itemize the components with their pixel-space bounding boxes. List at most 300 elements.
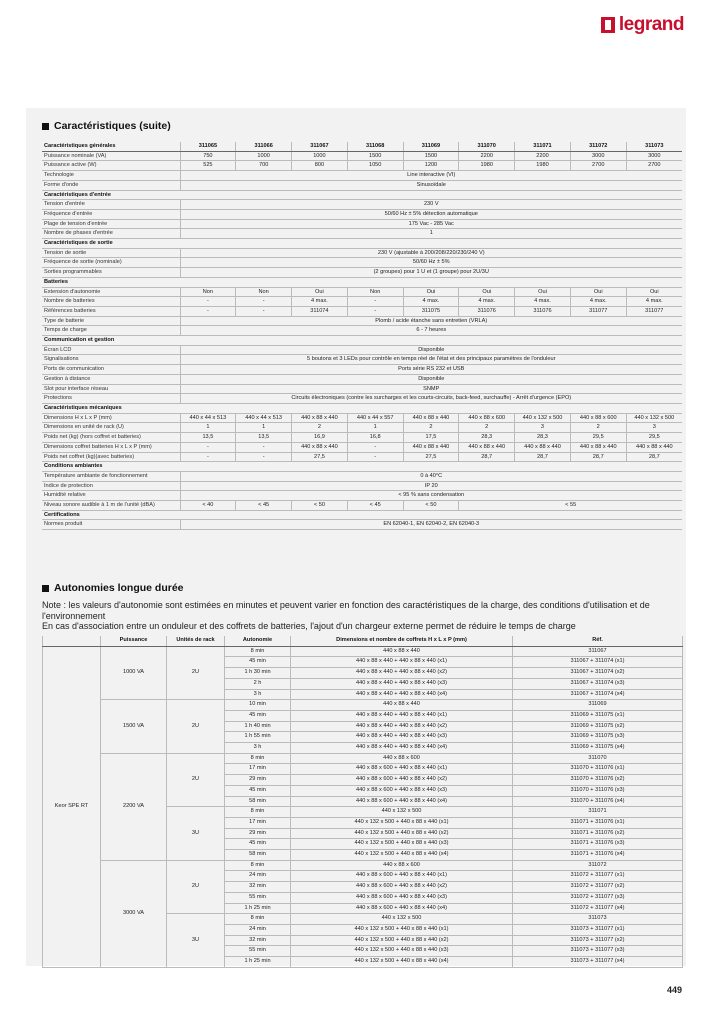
autonomy-cell: 1 h 30 min — [225, 668, 291, 679]
specs-row-label: Tension d'entrée — [42, 200, 180, 210]
reference-cell: 311069 + 311075 (x4) — [513, 743, 683, 754]
autonomy-row — [43, 700, 683, 711]
specs-row-label: Humidité relative — [42, 491, 180, 501]
specs-value: < 40 — [180, 501, 236, 511]
specs-value: 27,5 — [403, 452, 459, 462]
specs-group-row — [42, 190, 682, 200]
specs-row — [42, 413, 682, 423]
autonomy-cell: 58 min — [225, 850, 291, 861]
specs-header-row — [42, 142, 682, 151]
dimensions-cell: 440 x 88 x 440 + 440 x 88 x 440 (x2) — [291, 668, 513, 679]
specs-value: 311077 — [626, 306, 682, 316]
autonomies-table — [42, 636, 683, 968]
specs-value: 175 Vac - 285 Vac — [180, 219, 682, 229]
reference-cell: 311071 + 311076 (x2) — [513, 828, 683, 839]
reference-cell: 311070 — [513, 753, 683, 764]
autonomy-cell: 45 min — [225, 785, 291, 796]
specs-row-label: Poids net (kg) (hors coffret et batteries) — [42, 433, 180, 443]
specs-value: 2 — [292, 423, 348, 433]
specs-row — [42, 471, 682, 481]
power-cell: 2200 VA — [101, 753, 167, 860]
specs-header-ref: 311066 — [236, 142, 292, 151]
specs-header-ref: 311069 — [403, 142, 459, 151]
page-number: 449 — [666, 985, 682, 995]
specs-group-row — [42, 510, 682, 520]
reference-cell: 311069 — [513, 700, 683, 711]
reference-cell: 311072 + 311077 (x3) — [513, 892, 683, 903]
specs-value: 16,9 — [292, 433, 348, 443]
specs-value: < 50 — [292, 501, 348, 511]
specs-row — [42, 306, 682, 316]
specs-value: 4 max. — [292, 297, 348, 307]
specs-row-label: Dimensions coffret batteries H x L x P (mm) — [42, 442, 180, 452]
specs-row-label: Protections — [42, 394, 180, 404]
rack-units-cell: 2U — [167, 860, 225, 914]
reference-cell: 311069 + 311075 (x2) — [513, 721, 683, 732]
specs-row-label: Sorties programmables — [42, 268, 180, 278]
reference-cell: 311070 + 311076 (x2) — [513, 775, 683, 786]
specs-row — [42, 161, 682, 171]
specs-value: - — [347, 297, 403, 307]
specs-row-label: Plage de tension d'entrée — [42, 219, 180, 229]
specs-value: 440 x 44 x 513 — [180, 413, 236, 423]
specs-group-label: Certifications — [42, 510, 682, 520]
reference-cell: 311067 + 311074 (x1) — [513, 657, 683, 668]
autonomy-cell: 2 h — [225, 678, 291, 689]
specs-row-label: Ports de communication — [42, 365, 180, 375]
autonomies-title-text: Autonomies longue durée — [54, 582, 184, 594]
reference-cell: 311073 — [513, 914, 683, 925]
specs-row — [42, 423, 682, 433]
autonomy-cell: 1 h 40 min — [225, 721, 291, 732]
specs-header-ref: 311065 — [180, 142, 236, 151]
specs-value: Oui — [403, 287, 459, 297]
specs-header-ref: 311070 — [459, 142, 515, 151]
specs-value: SNMP — [180, 384, 682, 394]
specs-value: 440 x 88 x 600 — [570, 413, 626, 423]
specs-value: 2200 — [515, 151, 571, 161]
specs-value: 1500 — [347, 151, 403, 161]
autonomy-cell: 45 min — [225, 839, 291, 850]
reference-cell: 311071 + 311076 (x1) — [513, 817, 683, 828]
specs-row — [42, 209, 682, 219]
specs-value: 440 x 88 x 440 — [403, 442, 459, 452]
specs-value: < 95 % sans condensation — [180, 491, 682, 501]
specs-row — [42, 384, 682, 394]
autonomy-header-cell — [43, 636, 101, 646]
specs-row-label: Puissance nominale (VA) — [42, 151, 180, 161]
specs-value: 440 x 132 x 500 — [515, 413, 571, 423]
specs-value: 230 V (ajustable à 200/208/220/230/240 V) — [180, 248, 682, 258]
dimensions-cell: 440 x 88 x 600 + 440 x 88 x 440 (x3) — [291, 892, 513, 903]
specs-row-label: Références batteries — [42, 306, 180, 316]
specs-value: 311074 — [292, 306, 348, 316]
specs-value: 800 — [292, 161, 348, 171]
reference-cell: 311072 — [513, 860, 683, 871]
specs-value: 29,5 — [626, 433, 682, 443]
reference-cell: 311067 — [513, 646, 683, 657]
specs-header-ref: 311067 — [292, 142, 348, 151]
specs-value: 13,5 — [236, 433, 292, 443]
specs-row — [42, 452, 682, 462]
specs-value: 4 max. — [626, 297, 682, 307]
specs-row — [42, 374, 682, 384]
dimensions-cell: 440 x 88 x 600 — [291, 860, 513, 871]
specs-row — [42, 501, 682, 511]
autonomy-cell: 24 min — [225, 871, 291, 882]
reference-cell: 311072 + 311077 (x4) — [513, 903, 683, 914]
legrand-logo-icon — [601, 17, 615, 33]
autonomy-cell: 58 min — [225, 796, 291, 807]
specs-value: 0 à 40°C — [180, 471, 682, 481]
specs-group-label: Caractéristiques de sortie — [42, 239, 682, 249]
autonomy-cell: 32 min — [225, 882, 291, 893]
specs-value: - — [236, 297, 292, 307]
specs-value: Non — [347, 287, 403, 297]
specs-value: Oui — [459, 287, 515, 297]
specs-row — [42, 151, 682, 161]
specs-row-label: Fréquence de sortie (nominale) — [42, 258, 180, 268]
dimensions-cell: 440 x 88 x 600 + 440 x 88 x 440 (x4) — [291, 903, 513, 914]
dimensions-cell: 440 x 88 x 600 + 440 x 88 x 440 (x3) — [291, 785, 513, 796]
specs-value: Plomb / acide étanche sans entretien (VRLA) — [180, 316, 682, 326]
specs-value: 1 — [180, 229, 682, 239]
specs-header-label: Caractéristiques générales — [42, 142, 180, 151]
dimensions-cell: 440 x 132 x 500 + 440 x 88 x 440 (x4) — [291, 957, 513, 968]
specs-group-label: Communication et gestion — [42, 336, 682, 346]
specs-value: Oui — [292, 287, 348, 297]
rack-units-cell: 2U — [167, 700, 225, 754]
specs-value: 440 x 88 x 440 — [459, 442, 515, 452]
dimensions-cell: 440 x 88 x 440 + 440 x 88 x 440 (x1) — [291, 710, 513, 721]
specs-row — [42, 258, 682, 268]
specs-value: - — [236, 306, 292, 316]
specs-value: 440 x 88 x 440 — [292, 442, 348, 452]
dimensions-cell: 440 x 132 x 500 + 440 x 88 x 440 (x2) — [291, 935, 513, 946]
specs-row-label: Tension de sortie — [42, 248, 180, 258]
specs-value: 440 x 44 x 557 — [347, 413, 403, 423]
dimensions-cell: 440 x 88 x 440 + 440 x 88 x 440 (x4) — [291, 689, 513, 700]
dimensions-cell: 440 x 88 x 440 + 440 x 88 x 440 (x3) — [291, 732, 513, 743]
dimensions-cell: 440 x 88 x 440 + 440 x 88 x 440 (x4) — [291, 743, 513, 754]
specs-row-label: Nombre de phases d'entrée — [42, 229, 180, 239]
specs-row-label: Écran LCD — [42, 345, 180, 355]
specs-value: 1980 — [515, 161, 571, 171]
specs-value: 750 — [180, 151, 236, 161]
specs-row — [42, 248, 682, 258]
autonomy-cell: 3 h — [225, 743, 291, 754]
reference-cell: 311072 + 311077 (x1) — [513, 871, 683, 882]
specs-value: 29,5 — [570, 433, 626, 443]
specs-value: 1500 — [403, 151, 459, 161]
specs-row-label: Dimensions en unité de rack (U) — [42, 423, 180, 433]
specs-value: 3000 — [570, 151, 626, 161]
specs-value: 440 x 88 x 600 — [459, 413, 515, 423]
note-line: Note : les valeurs d'autonomie sont estimées en minutes et peuvent varier en fonction des caractéristiques de la charge, des conditions d'utilisation et de l'environnement — [42, 600, 650, 621]
autonomy-cell: 10 min — [225, 700, 291, 711]
specs-value: 3 — [626, 423, 682, 433]
specs-value: 440 x 132 x 500 — [626, 413, 682, 423]
autonomy-cell: 17 min — [225, 764, 291, 775]
specs-row — [42, 355, 682, 365]
specs-group-row — [42, 403, 682, 413]
specs-value: 3 — [515, 423, 571, 433]
dimensions-cell: 440 x 88 x 600 + 440 x 88 x 440 (x4) — [291, 796, 513, 807]
dimensions-cell: 440 x 88 x 440 — [291, 646, 513, 657]
specs-value: 525 — [180, 161, 236, 171]
specs-group-row — [42, 239, 682, 249]
specs-value: 2200 — [459, 151, 515, 161]
specs-value: 2 — [570, 423, 626, 433]
specs-value: 1200 — [403, 161, 459, 171]
autonomy-header-cell: Puissance — [101, 636, 167, 646]
specs-row — [42, 345, 682, 355]
specs-value: 440 x 88 x 440 — [403, 413, 459, 423]
specs-value: Non — [180, 287, 236, 297]
autonomy-cell: 1 h 25 min — [225, 903, 291, 914]
specs-value: 50/60 Hz ± 5% — [180, 258, 682, 268]
specs-value: 311077 — [570, 306, 626, 316]
autonomy-cell: 29 min — [225, 828, 291, 839]
reference-cell: 311073 + 311077 (x2) — [513, 935, 683, 946]
specs-value: IP 20 — [180, 481, 682, 491]
specs-value: 440 x 88 x 440 — [292, 413, 348, 423]
specs-value: 1 — [180, 423, 236, 433]
specs-value: Oui — [570, 287, 626, 297]
specs-value: 440 x 88 x 440 — [570, 442, 626, 452]
autonomy-cell: 45 min — [225, 710, 291, 721]
autonomy-cell: 8 min — [225, 753, 291, 764]
specs-value: - — [180, 297, 236, 307]
specs-group-label: Caractéristiques mécaniques — [42, 403, 682, 413]
specs-value: 1000 — [292, 151, 348, 161]
specs-value: - — [347, 442, 403, 452]
dimensions-cell: 440 x 88 x 440 — [291, 700, 513, 711]
specs-row-label: Indice de protection — [42, 481, 180, 491]
specs-value: Line interactive (VI) — [180, 171, 682, 181]
specs-value: 440 x 88 x 440 — [515, 442, 571, 452]
autonomy-cell: 55 min — [225, 892, 291, 903]
specs-value: 28,3 — [515, 433, 571, 443]
specs-row-label: Puissance active (W) — [42, 161, 180, 171]
note-line: En cas d'association entre un onduleur et des coffrets de batteries, l'ajout d'un chargeur externe permet de réduire le temps de charge — [42, 621, 576, 631]
autonomy-header-cell: Dimensions et nombre de coffrets H x L x P (mm) — [291, 636, 513, 646]
specs-value: 4 max. — [403, 297, 459, 307]
reference-cell: 311071 + 311076 (x3) — [513, 839, 683, 850]
dimensions-cell: 440 x 132 x 500 — [291, 914, 513, 925]
reference-cell: 311073 + 311077 (x3) — [513, 946, 683, 957]
specs-title-text: Caractéristiques (suite) — [54, 120, 171, 132]
autonomy-cell: 24 min — [225, 924, 291, 935]
specs-row — [42, 219, 682, 229]
specs-value: < 50 — [403, 501, 459, 511]
specs-value: Disponible — [180, 345, 682, 355]
specs-row-label: Normes produit — [42, 520, 180, 530]
specs-value: Oui — [515, 287, 571, 297]
specs-row — [42, 287, 682, 297]
specs-value: < 45 — [347, 501, 403, 511]
specs-row — [42, 326, 682, 336]
autonomy-cell: 1 h 25 min — [225, 957, 291, 968]
specs-value: 1 — [347, 423, 403, 433]
reference-cell: 311073 + 311077 (x4) — [513, 957, 683, 968]
specs-row-label: Slot pour interface réseau — [42, 384, 180, 394]
specs-row — [42, 180, 682, 190]
specs-value: 4 max. — [570, 297, 626, 307]
square-bullet-icon — [42, 585, 49, 592]
reference-cell: 311070 + 311076 (x3) — [513, 785, 683, 796]
autonomies-note — [42, 600, 682, 632]
specs-row-label: Niveau sonore audible à 1 m de l'unité (dBA) — [42, 501, 180, 511]
specs-value: 1000 — [236, 151, 292, 161]
dimensions-cell: 440 x 88 x 440 + 440 x 88 x 440 (x2) — [291, 721, 513, 732]
reference-cell: 311069 + 311075 (x3) — [513, 732, 683, 743]
rack-units-cell: 2U — [167, 646, 225, 700]
specs-value: - — [236, 452, 292, 462]
reference-cell: 311072 + 311077 (x2) — [513, 882, 683, 893]
specs-row — [42, 297, 682, 307]
dimensions-cell: 440 x 132 x 500 — [291, 807, 513, 818]
autonomy-cell: 8 min — [225, 914, 291, 925]
specs-row — [42, 481, 682, 491]
dimensions-cell: 440 x 132 x 500 + 440 x 88 x 440 (x1) — [291, 817, 513, 828]
autonomy-header-cell: Autonomie — [225, 636, 291, 646]
reference-cell: 311070 + 311076 (x4) — [513, 796, 683, 807]
specs-value: 28,7 — [570, 452, 626, 462]
reference-cell: 311070 + 311076 (x1) — [513, 764, 683, 775]
specs-section-title — [42, 120, 171, 132]
specs-header-ref: 311068 — [347, 142, 403, 151]
dimensions-cell: 440 x 88 x 600 + 440 x 88 x 440 (x2) — [291, 882, 513, 893]
autonomy-cell: 55 min — [225, 946, 291, 957]
specs-row — [42, 433, 682, 443]
autonomy-cell: 17 min — [225, 817, 291, 828]
specs-row-label: Signalisations — [42, 355, 180, 365]
autonomy-cell: 1 h 55 min — [225, 732, 291, 743]
specs-row — [42, 171, 682, 181]
product-name-cell: Keor SPE RT — [43, 646, 101, 967]
specs-group-row — [42, 462, 682, 472]
autonomy-row — [43, 646, 683, 657]
specs-row-label: Extension d'autonomie — [42, 287, 180, 297]
specs-value: Disponible — [180, 374, 682, 384]
specs-value: - — [180, 442, 236, 452]
reference-cell: 311071 + 311076 (x4) — [513, 850, 683, 861]
specs-value: Circuits électroniques (contre les surcharges et les courts-circuits, back-feed, surchauffe) - Arrêt d'urgence (EPO) — [180, 394, 682, 404]
reference-cell: 311073 + 311077 (x1) — [513, 924, 683, 935]
specs-group-label: Conditions ambiantes — [42, 462, 682, 472]
power-cell: 3000 VA — [101, 860, 167, 967]
specs-row — [42, 365, 682, 375]
dimensions-cell: 440 x 88 x 440 + 440 x 88 x 440 (x3) — [291, 678, 513, 689]
specs-row-label: Dimensions H x L x P (mm) — [42, 413, 180, 423]
autonomy-cell: 8 min — [225, 860, 291, 871]
specs-row — [42, 316, 682, 326]
reference-cell: 311067 + 311074 (x2) — [513, 668, 683, 679]
specs-row — [42, 200, 682, 210]
dimensions-cell: 440 x 132 x 500 + 440 x 88 x 440 (x2) — [291, 828, 513, 839]
specs-value: - — [347, 306, 403, 316]
power-cell: 1000 VA — [101, 646, 167, 700]
reference-cell: 311067 + 311074 (x4) — [513, 689, 683, 700]
specs-group-row — [42, 336, 682, 346]
specs-value: 440 x 44 x 513 — [236, 413, 292, 423]
autonomies-section-title — [42, 582, 184, 594]
dimensions-cell: 440 x 132 x 500 + 440 x 88 x 440 (x3) — [291, 839, 513, 850]
specs-row-label: Nombre de batteries — [42, 297, 180, 307]
autonomy-cell: 3 h — [225, 689, 291, 700]
specs-value: - — [180, 306, 236, 316]
specs-value: 2 — [459, 423, 515, 433]
specs-row-label: Technologie — [42, 171, 180, 181]
specs-value: Oui — [626, 287, 682, 297]
specs-value: < 55 — [459, 501, 682, 511]
dimensions-cell: 440 x 88 x 600 + 440 x 88 x 440 (x1) — [291, 764, 513, 775]
specs-value: 13,5 — [180, 433, 236, 443]
specs-value: 311076 — [459, 306, 515, 316]
specs-value: - — [347, 452, 403, 462]
reference-cell: 311069 + 311075 (x1) — [513, 710, 683, 721]
specs-value: 27,5 — [292, 452, 348, 462]
specifications-table — [42, 142, 682, 530]
specs-value: < 45 — [236, 501, 292, 511]
rack-units-cell: 3U — [167, 914, 225, 968]
specs-value: 1 — [236, 423, 292, 433]
specs-value: - — [236, 442, 292, 452]
specs-row — [42, 229, 682, 239]
rack-units-cell: 3U — [167, 807, 225, 861]
specs-row-label: Type de batterie — [42, 316, 180, 326]
specs-value: 50/60 Hz ± 5% détection automatique — [180, 209, 682, 219]
specs-value: 28,7 — [626, 452, 682, 462]
dimensions-cell: 440 x 132 x 500 + 440 x 88 x 440 (x1) — [291, 924, 513, 935]
autonomy-cell: 45 min — [225, 657, 291, 668]
specs-value: 2 — [403, 423, 459, 433]
specs-value: 230 V — [180, 200, 682, 210]
specs-value: 5 boutons et 3 LEDs pour contrôle en temps réel de l'état et des principaux paramètres de l'onduleur — [180, 355, 682, 365]
specs-row-label: Fréquence d'entrée — [42, 209, 180, 219]
specs-value: 3000 — [626, 151, 682, 161]
specs-value: 17,5 — [403, 433, 459, 443]
specs-value: 700 — [236, 161, 292, 171]
autonomy-cell: 29 min — [225, 775, 291, 786]
specs-value: 440 x 88 x 440 — [626, 442, 682, 452]
brand-name: legrand — [618, 14, 684, 35]
specs-value: 2700 — [626, 161, 682, 171]
specs-value: 28,7 — [515, 452, 571, 462]
specs-group-label: Caractéristiques d'entrée — [42, 190, 682, 200]
autonomy-header-cell: Unités de rack — [167, 636, 225, 646]
specs-header-ref: 311072 — [570, 142, 626, 151]
dimensions-cell: 440 x 132 x 500 + 440 x 88 x 440 (x4) — [291, 850, 513, 861]
power-cell: 1500 VA — [101, 700, 167, 754]
dimensions-cell: 440 x 88 x 600 + 440 x 88 x 440 (x1) — [291, 871, 513, 882]
specs-header-ref: 311071 — [515, 142, 571, 151]
autonomy-cell: 32 min — [225, 935, 291, 946]
specs-value: 311076 — [515, 306, 571, 316]
dimensions-cell: 440 x 88 x 440 + 440 x 88 x 440 (x1) — [291, 657, 513, 668]
specs-row — [42, 520, 682, 530]
specs-row-label: Forme d'onde — [42, 180, 180, 190]
autonomy-row — [43, 860, 683, 871]
specs-value: 28,7 — [459, 452, 515, 462]
specs-value: 1050 — [347, 161, 403, 171]
specs-row-label: Temps de charge — [42, 326, 180, 336]
specs-value: 2700 — [570, 161, 626, 171]
autonomy-row — [43, 753, 683, 764]
specs-value: 16,8 — [347, 433, 403, 443]
autonomy-header-cell: Réf. — [513, 636, 683, 646]
